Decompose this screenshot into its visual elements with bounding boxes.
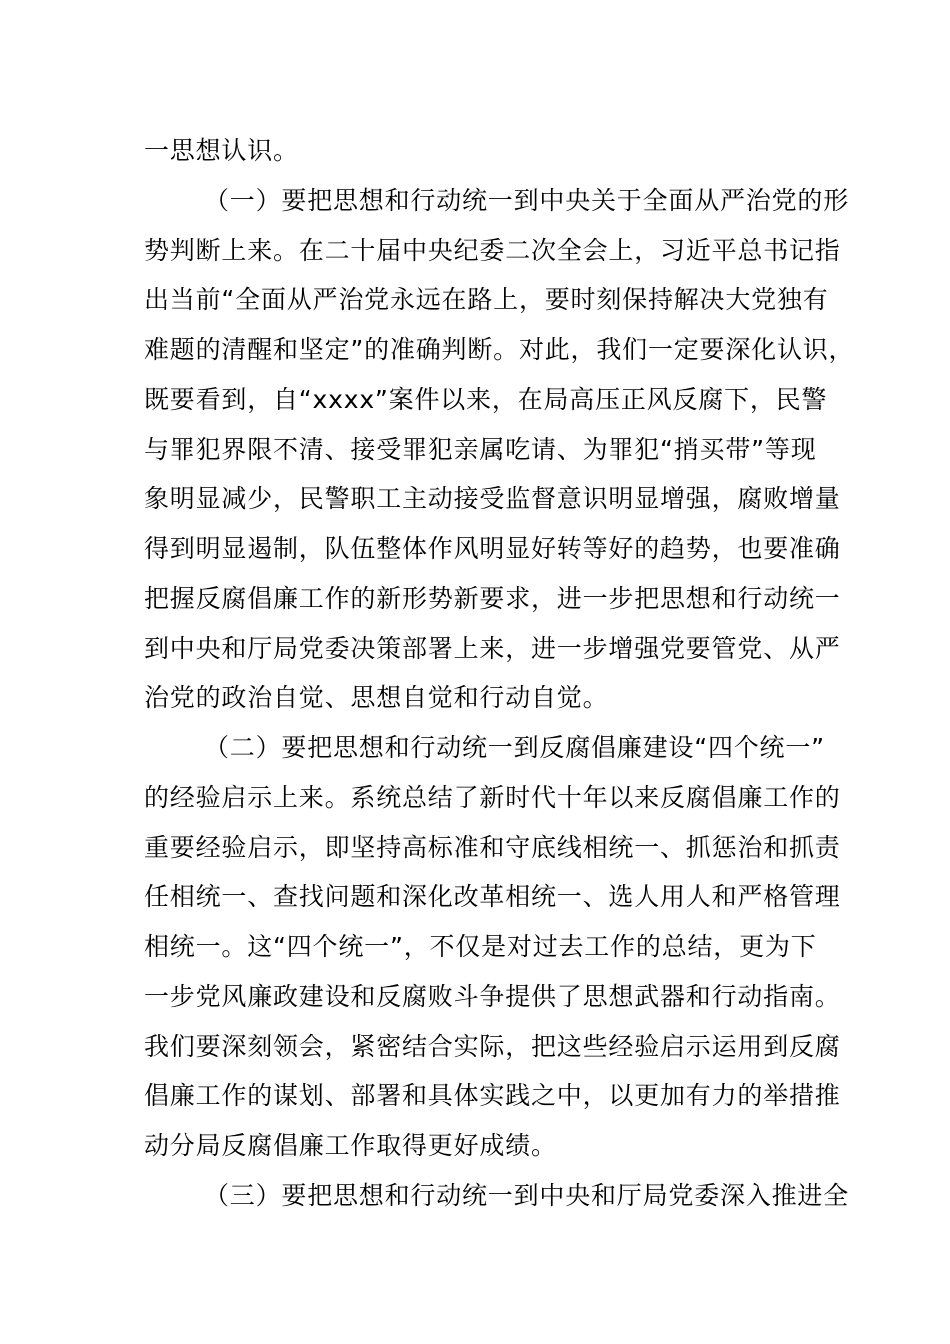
text-line: 与罪犯界限不清、接受罪犯亲属吃请、为罪犯“捎买带”等现 xyxy=(144,434,817,464)
section-heading-line: （三）要把思想和行动统一到中央和厅局党委深入推进全 xyxy=(204,1180,850,1210)
text-line: 一步党风廉政建设和反腐败斗争提供了思想武器和行动指南。 xyxy=(144,981,841,1011)
text-line: 治党的政治自觉、思想自觉和行动自觉。 xyxy=(144,683,609,713)
text-line: 象明显减少，民警职工主动接受监督意识明显增强，腐败增量 xyxy=(144,484,841,514)
text-line: 倡廉工作的谋划、部署和具体实践之中，以更加有力的举措推 xyxy=(144,1081,841,1111)
text-line: 把握反腐倡廉工作的新形势新要求，进一步把思想和行动统一 xyxy=(144,583,841,613)
text-line: 相统一。这“四个统一”，不仅是对过去工作的总结，更为下 xyxy=(144,932,817,961)
text-line: 任相统一、查找问题和深化改革相统一、选人用人和严格管理 xyxy=(144,882,841,912)
text-line: 的经验启示上来。系统总结了新时代十年以来反腐倡廉工作的 xyxy=(144,782,841,812)
text-line: 出当前“全面从严治党永远在路上，要时刻保持解决大党独有 xyxy=(144,285,829,315)
text-line: 到中央和厅局党委决策部署上来，进一步增强党要管党、从严 xyxy=(144,633,841,663)
text-line: 动分局反腐倡廉工作取得更好成绩。 xyxy=(144,1131,557,1160)
text-line: 难题的清醒和坚定”的准确判断。对此，我们一定要深化认识， xyxy=(144,335,855,364)
document-body xyxy=(144,126,855,1221)
text-line: 我们要深刻领会，紧密结合实际，把这些经验启示运用到反腐 xyxy=(144,1031,841,1061)
text-line: 势判断上来。在二十届中央纪委二次全会上，习近平总书记指 xyxy=(144,235,841,265)
text-line: 得到明显遏制，队伍整体作风明显好转等好的趋势，也要准确 xyxy=(144,534,841,563)
text-line: 既要看到，自“xxxx”案件以来，在局高压正风反腐下，民警 xyxy=(144,384,828,414)
section-heading-line: （二）要把思想和行动统一到反腐倡廉建设“四个统一” xyxy=(204,733,825,762)
text-line: 一思想认识。 xyxy=(144,136,299,165)
section-heading-line: （一）要把思想和行动统一到中央关于全面从严治党的形 xyxy=(204,185,850,215)
text-line: 重要经验启示，即坚持高标准和守底线相统一、抓惩治和抓责 xyxy=(144,832,841,862)
